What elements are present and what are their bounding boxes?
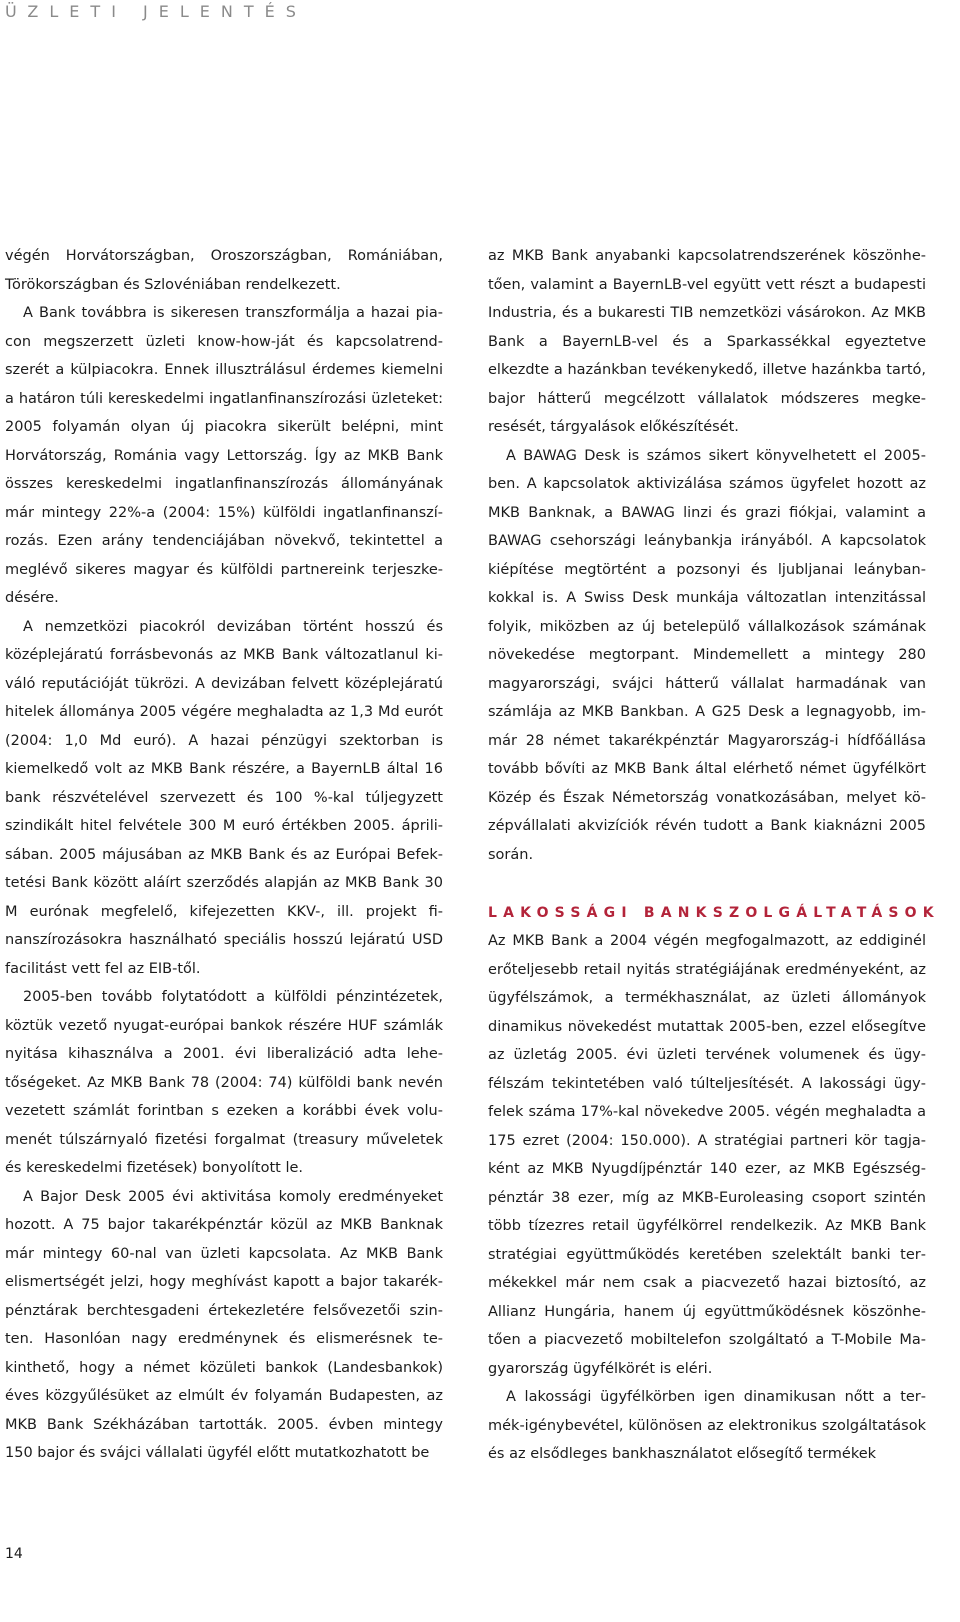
paragraph: A Bank továbbra is sikeresen transzformálja a hazai piacon megszerzett üzleti know-how-ját és kapcsolatrendszerét a külpiacokra. Ennek illusztrálásul érdemes kiemelni a határon túli kereskedelmi ingatlanfinanszírozási üzleteket: 2005 folyamán olyan új piacokra sikerült belépni, mint Horvátország, Románia vagy Lettország. Így az MKB Bank összes kereskedelmi ingatlanfinanszírozás állományának már mintegy 22%-a (2004: 15%) külföldi ingatlanfinanszírozás. Ezen arány tendenciájában növekvő, tekintettel a meglévő sikeres magyar és külföldi partnereink terjeszkedésére. — [5, 305, 443, 606]
paragraph: A lakossági ügyfélkörben igen dinamikusan nőtt a termék-igénybevétel, különösen az elektronikus szolgáltatások és az elsődleges bankhasználatot elősegítő termékek — [488, 1389, 926, 1462]
paragraph: az MKB Bank anyabanki kapcsolatrendszerének köszönhetően, valamint a BayernLB-vel együtt vett részt a budapesti Industria, és a bukaresti TIB nemzetközi vásárokon. Az MKB Bank a BayernLB-vel és a Sparkassékkal egyeztetve elkezdte a hazánkban tevékenykedő, illetve hazánkba tartó, bajor hátterű megcélzott vállalatok módszeres megkeresését, tárgyalások előkészítését. — [488, 248, 926, 435]
right-text-column — [488, 242, 940, 1469]
paragraph: 2005-ben tovább folytatódott a külföldi pénzintézetek, köztük vezető nyugat-európai bankok részére HUF számlák nyitása kihasználva a 2001. évi liberalizáció adta lehetőségeket. Az MKB Bank 78 (2004: 74) külföldi bank nevén vezetett számlát forintban s ezeken a korábbi évek volumenét túlszárnyaló fizetési forgalmat (treasury műveletek és kereskedelmi fizetések) bonyolított le. — [5, 989, 443, 1176]
section-heading: LAKOSSÁGI BANKSZOLGÁLTATÁSOK — [488, 905, 940, 921]
left-text-column — [5, 242, 443, 1468]
paragraph: A BAWAG Desk is számos sikert könyvelhetett el 2005-ben. A kapcsolatok aktivizálása számos ügyfelet hozott az MKB Banknak, a BAWAG linzi és grazi fiókjai, valamint a BAWAG csehországi leánybankja irányából. A kapcsolatok kiépítése megtörtént a pozsonyi és ljubljanai leánybankokkal is. A Swiss Desk munkája változatlan intenzitással folyik, miközben az új betelepülő vállalkozások számának növekedése megtorpant. Mindemellett a mintegy 280 magyarországi, svájci hátterű vállalat harmadának van számlája az MKB Bankban. A G25 Desk a legnagyobb, immár 28 német takarékpénztár Magyarország-i hídfőállása tovább bővíti az MKB Bank által elérhető német ügyfélkört Közép és Észak Németország vonatkozásában, melyet középvállalati akvizíciók révén tudott a Bank kiaknázni 2005 során. — [488, 447, 926, 863]
paragraph: A nemzetközi piacokról devizában történt hosszú és középlejáratú forrásbevonás az MKB Bank változatlanul kiváló reputációját tükrözi. A devizában felvett középlejáratú hitelek állománya 2005 végére meghaladta az 1,3 Md eurót (2004: 1,0 Md euró). A hazai pénzügyi szektorban is kiemelkedő volt az MKB Bank részére, a BayernLB által 16 bank részvételével szervezett és 100 %-kal túljegyzett szindikált hitel felvétele 300 M euró értékben 2005. áprilisában. 2005 májusában az MKB Bank és az Európai Befektetési Bank között aláírt szerződés alapján az MKB Bank 30 M eurónak megfelelő, kifejezetten KKV-, ill. projekt finanszírozásokra használható speciális hosszú lejáratú USD facilitást vett fel az EIB-től. — [5, 618, 443, 977]
page-number: 14 — [5, 1546, 23, 1562]
paragraph: A Bajor Desk 2005 évi aktivitása komoly eredményeket hozott. A 75 bajor takarékpénztár közül az MKB Banknak már mintegy 60-nal van üzleti kapcsolata. Az MKB Bank elismertségét jelzi, hogy meghívást kapott a bajor takarékpénztárak berchtesgadeni értekezletére felsővezetői szinten. Hasonlóan nagy eredménynek és elismerésnek tekinthető, hogy a német közületi bankok (Landesbankok) éves közgyűlésüket az elmúlt év folyamán Budapesten, az MKB Bank Székházában tartották. 2005. évben mintegy 150 bajor és svájci vállalati ügyfél előtt mutatkozhatott be — [5, 1188, 443, 1461]
running-header-title: ÜZLETI JELENTÉS — [5, 2, 307, 21]
paragraph: végén Horvátországban, Oroszországban, Romániában, Törökországban és Szlovéniában rendelkezett. — [5, 248, 443, 293]
paragraph: Az MKB Bank a 2004 végén megfogalmazott, az eddiginél erőteljesebb retail nyitás stratégiájának eredményeként, az ügyfélszámok, a termékhasználat, az üzleti állományok dinamikus növekedést mutattak 2005-ben, ezzel elősegítve az üzletág 2005. évi üzleti tervének volumenek és ügyfélszám tekintetében való túlteljesítését. A lakossági ügyfelek száma 17%-kal növekedve 2005. végén meghaladta a 175 ezret (2004: 150.000). A stratégiai partneri kör tagjaként az MKB Nyugdíjpénztár 140 ezer, az MKB Egészségpénztár 38 ezer, míg az MKB-Euroleasing csoport szintén több tízezres retail ügyfélkörrel rendelkezik. Az MKB Bank stratégiai együttműködés keretében szelektált banki termékekkel már nem csak a piacvezető hazai biztosító, az Allianz Hungária, hanem új együttműködésnek köszönhetően a piacvezető mobiltelefon szolgáltató a T-Mobile Magyarország ügyfélkörét is eléri. — [488, 933, 926, 1377]
